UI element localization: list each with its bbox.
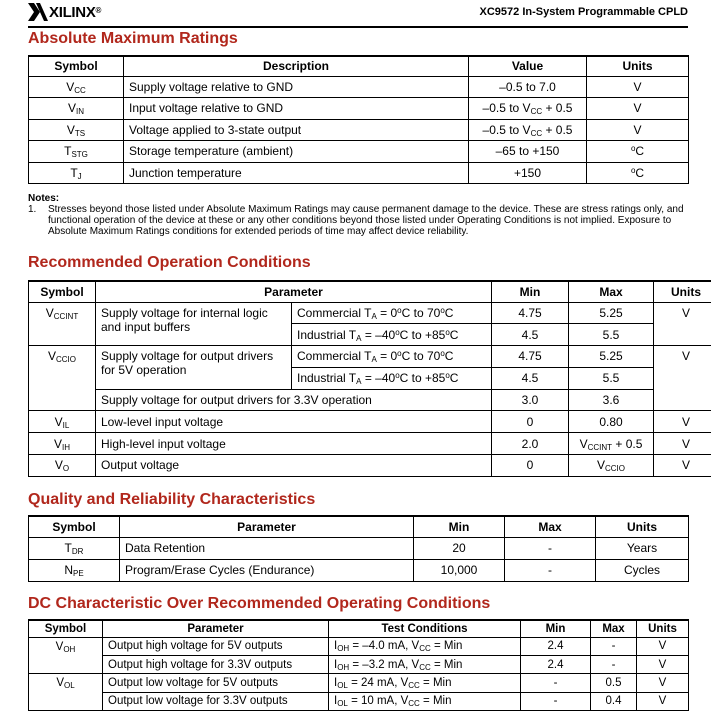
- col-symbol: Symbol: [29, 516, 120, 537]
- col-min: Min: [414, 516, 505, 537]
- notes-title: Notes:: [28, 193, 60, 204]
- col-symbol: Symbol: [29, 56, 124, 76]
- col-symbol: Symbol: [29, 620, 103, 637]
- quality-table: [28, 515, 689, 582]
- table-row: $V_O$ Output voltage 0 $V_{CCIO}$ V: [29, 455, 711, 477]
- col-units: Units: [596, 516, 689, 537]
- table-row: $V_{IH}$ High-level input voltage 2.0 $V_{CCINT} + 0.5$ V: [29, 433, 711, 455]
- col-max: Max: [569, 281, 654, 302]
- abs-max-table: [28, 55, 689, 184]
- table-row: $V_{CCIO}$ Supply voltage for output drivers for 5V operation Commercial $T_A = 0^oC$ to 70$^o$C 4.75 5.25 V: [29, 346, 711, 368]
- table-row: Industrial $T_A = -40^oC$ to $+85^oC$ 4.5 5.5: [29, 367, 711, 389]
- dc-table: [28, 619, 689, 711]
- rec-op-title: Recommended Operation Conditions: [28, 254, 311, 271]
- note-item: 1. Stresses beyond those listed under Absolute Maximum Ratings may cause permanent damage to the device. These are stress ratings only, and functional operation of the device at these or any other conditions beyond those listed under Operating Conditions is not implied. Exposure to Absolute Maximum Ratings conditions for extended periods of time may affect device reliability.: [28, 204, 688, 237]
- notes: [28, 193, 688, 237]
- col-min: Min: [492, 281, 569, 302]
- rec-op-table: [28, 280, 711, 477]
- table-row: $V_{IN}$ Input voltage relative to GND –0.5 to $V_{CC} + 0.5$ V: [29, 98, 689, 120]
- table-row: $V_{OH}$ Output high voltage for 5V outputs $I_{OH} = -4.0$ mA, $V_{CC}$ = Min 2.4 - V: [29, 637, 689, 655]
- col-max: Max: [505, 516, 596, 537]
- brand-name: XILINX®: [49, 3, 102, 21]
- table-row: Output high voltage for 3.3V outputs $I_{OH} = -3.2$ mA, $V_{CC}$ = Min 2.4 - V: [29, 655, 689, 673]
- col-units: Units: [637, 620, 689, 637]
- table-row: $V_{OL}$ Output low voltage for 5V outputs $I_{OL} = 24$ mA, $V_{CC}$ = Min - 0.5 V: [29, 674, 689, 692]
- col-max: Max: [591, 620, 637, 637]
- table-row: $T_{DR}$ Data Retention 20 - Years: [29, 537, 689, 559]
- col-units: Units: [587, 56, 689, 76]
- table-row: $V_{CC}$ Supply voltage relative to GND –0.5 to 7.0 V: [29, 76, 689, 98]
- table-row: Industrial $T_A = -40^oC$ to $+85^oC$ 4.5 5.5: [29, 324, 711, 346]
- col-min: Min: [521, 620, 591, 637]
- table-row: $V_{TS}$ Voltage applied to 3-state output –0.5 to $V_{CC} + 0.5$ V: [29, 119, 689, 141]
- xilinx-logo-icon: [28, 3, 48, 21]
- col-parameter: Parameter: [96, 281, 492, 302]
- quality-title: Quality and Reliability Characteristics: [28, 491, 316, 508]
- col-units: Units: [654, 281, 711, 302]
- header-rule: [28, 26, 688, 28]
- table-row: $T_J$ Junction temperature +150 $^o$C: [29, 162, 689, 184]
- col-description: Description: [124, 56, 469, 76]
- col-value: Value: [469, 56, 587, 76]
- table-row: $V_{CCINT}$ Supply voltage for internal logic and input buffers Commercial $T_A = 0^oC$ to 70$^o$C 4.75 5.25 V: [29, 302, 711, 324]
- col-parameter: Parameter: [120, 516, 414, 537]
- col-parameter: Parameter: [103, 620, 329, 637]
- document-title: XC9572 In-System Programmable CPLD: [479, 6, 688, 18]
- table-row: $N_{PE}$ Program/Erase Cycles (Endurance) 10,000 - Cycles: [29, 559, 689, 581]
- table-row: $V_{IL}$ Low-level input voltage 0 0.80 V: [29, 411, 711, 433]
- table-row: $T_{STG}$ Storage temperature (ambient) –65 to +150 $^o$C: [29, 141, 689, 163]
- table-row: Supply voltage for output drivers for 3.3V operation 3.0 3.6: [29, 389, 711, 411]
- col-test-conditions: Test Conditions: [329, 620, 521, 637]
- dc-title: DC Characteristic Over Recommended Operating Conditions: [28, 595, 491, 612]
- page-header: [28, 2, 688, 24]
- note-text: Stresses beyond those listed under Absolute Maximum Ratings may cause permanent damage to the device. These are stress ratings only, and functional operation of the device at these or any other conditions beyond those listed under Operating Conditions is not implied. Exposure to Absolute Maximum Ratings conditions for extended periods of time may affect device reliability.: [48, 204, 684, 237]
- abs-max-title: Absolute Maximum Ratings: [28, 30, 238, 47]
- brand-logo: [28, 3, 101, 21]
- table-row: Output low voltage for 3.3V outputs $I_{OL} = 10$ mA, $V_{CC}$ = Min - 0.4 V: [29, 692, 689, 710]
- col-symbol: Symbol: [29, 281, 96, 302]
